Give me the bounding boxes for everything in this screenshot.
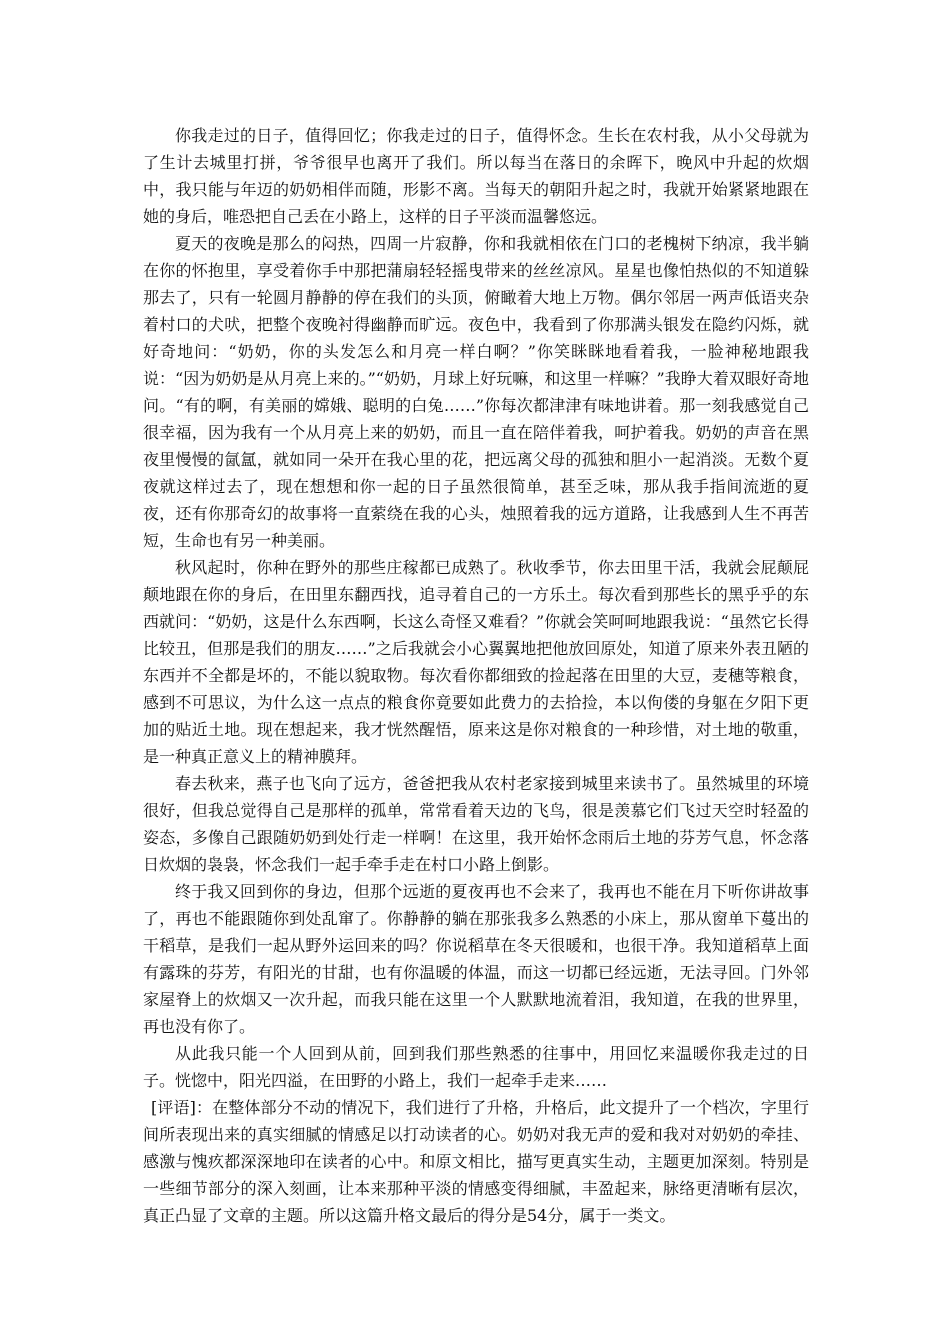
document-body (143, 122, 809, 1229)
essay-paragraph-3: 秋风起时，你种在野外的那些庄稼都已成熟了。秋收季节，你去田里干活，我就会屁颠屁颠地跟在你的身后，在田里东翻西找，追寻着自己的一方乐土。每次看到那些长的黑乎乎的东西就问：“奶奶，这是什么东西啊，长这么奇怪又难看？”你就会笑呵呵地跟我说：“虽然它长得比较丑，但那是我们的朋友……”之后我就会小心翼翼地把他放回原处，知道了原来外表丑陋的东西并不全都是坏的，不能以貌取物。每次看你都细致的捡起落在田里的大豆，麦穗等粮食，感到不可思议，为什么这一点点的粮食你竟要如此费力的去拾捡，本以佝偻的身躯在夕阳下更加的贴近土地。现在想起来，我才恍然醒悟，原来这是你对粮食的一种珍惜，对土地的敬重，是一种真正意义上的精神膜拜。 (143, 558, 809, 766)
teacher-comment: [评语]：在整体部分不动的情况下，我们进行了升格，升格后，此文提升了一个档次，字里行间所表现出来的真实细腻的情感足以打动读者的心。奶奶对我无声的爱和我对对奶奶的牵挂、感激与愧疚都深深地印在读者的心中。和原文相比，描写更真实生动，主题更加深刻。特别是一些细节部分的深入刻画，让本来那种平淡的情感变得细腻，丰盈起来，脉络更清晰有层次，真正凸显了文章的主题。所以这篇升格文最后的得分是54分，属于一类文。 (143, 1098, 809, 1225)
essay-paragraph-2: 夏天的夜晚是那么的闷热，四周一片寂静，你和我就相依在门口的老槐树下纳凉，我半躺在你的怀抱里，享受着你手中那把蒲扇轻轻摇曳带来的丝丝凉风。星星也像怕热似的不知道躲那去了，只有一轮圆月静静的停在我们的头顶，俯瞰着大地上万物。偶尔邻居一两声低语夹杂着村口的犬吠，把整个夜晚衬得幽静而旷远。夜色中，我看到了你那满头银发在隐约闪烁，就好奇地问：“奶奶，你的头发怎么和月亮一样白啊？”你笑眯眯地看着我，一脸神秘地跟我说：“因为奶奶是从月亮上来的。”“奶奶，月球上好玩嘛，和这里一样嘛？”我睁大着双眼好奇地问。“有的啊，有美丽的嫦娥、聪明的白兔……”你每次都津津有味地讲着。那一刻我感觉自己很幸福，因为我有一个从月亮上来的奶奶，而且一直在陪伴着我，呵护着我。奶奶的声音在黑夜里慢慢的氤氲，就如同一朵开在我心里的花，把远离父母的孤独和胆小一起消淡。无数个夏夜就这样过去了，现在想想和你一起的日子虽然很简单，甚至乏味，那从我手指间流逝的夏夜，还有你那奇幻的故事将一直萦绕在我的心头，烛照着我的远方道路，让我感到人生不再苦短，生命也有另一种美丽。 (143, 234, 809, 550)
essay-paragraph-5: 终于我又回到你的身边，但那个远逝的夏夜再也不会来了，我再也不能在月下听你讲故事了，再也不能跟随你到处乱窜了。你静静的躺在那张我多么熟悉的小床上，那从窗单下蔓出的干稻草，是我们一起从野外运回来的吗？你说稻草在冬天很暖和，也很干净。我知道稻草上面有露珠的芬芳，有阳光的甘甜，也有你温暖的体温，而这一切都已经远逝，无法寻回。门外邻家屋脊上的炊烟又一次升起，而我只能在这里一个人默默地流着泪，我知道，在我的世界里，再也没有你了。 (143, 882, 809, 1036)
essay-paragraph-1: 你我走过的日子，值得回忆；你我走过的日子，值得怀念。生长在农村我，从小父母就为了生计去城里打拼，爷爷很早也离开了我们。所以每当在落日的余晖下，晚风中升起的炊烟中，我只能与年迈的奶奶相伴而随，形影不离。当每天的朝阳升起之时，我就开始紧紧地跟在她的身后，唯恐把自己丢在小路上，这样的日子平淡而温馨悠远。 (143, 126, 809, 226)
essay-paragraph-4: 春去秋来，燕子也飞向了远方，爸爸把我从农村老家接到城里来读书了。虽然城里的环境很好，但我总觉得自己是那样的孤单，常常看着天边的飞鸟，很是羡慕它们飞过天空时轻盈的姿态，多像自己跟随奶奶到处行走一样啊！在这里，我开始怀念雨后土地的芬芳气息，怀念落日炊烟的袅袅，怀念我们一起手牵手走在村口小路上倒影。 (143, 774, 809, 874)
essay-paragraph-6: 从此我只能一个人回到从前，回到我们那些熟悉的往事中，用回忆来温暖你我走过的日子。恍惚中，阳光四溢，在田野的小路上，我们一起牵手走来…… (143, 1044, 809, 1090)
